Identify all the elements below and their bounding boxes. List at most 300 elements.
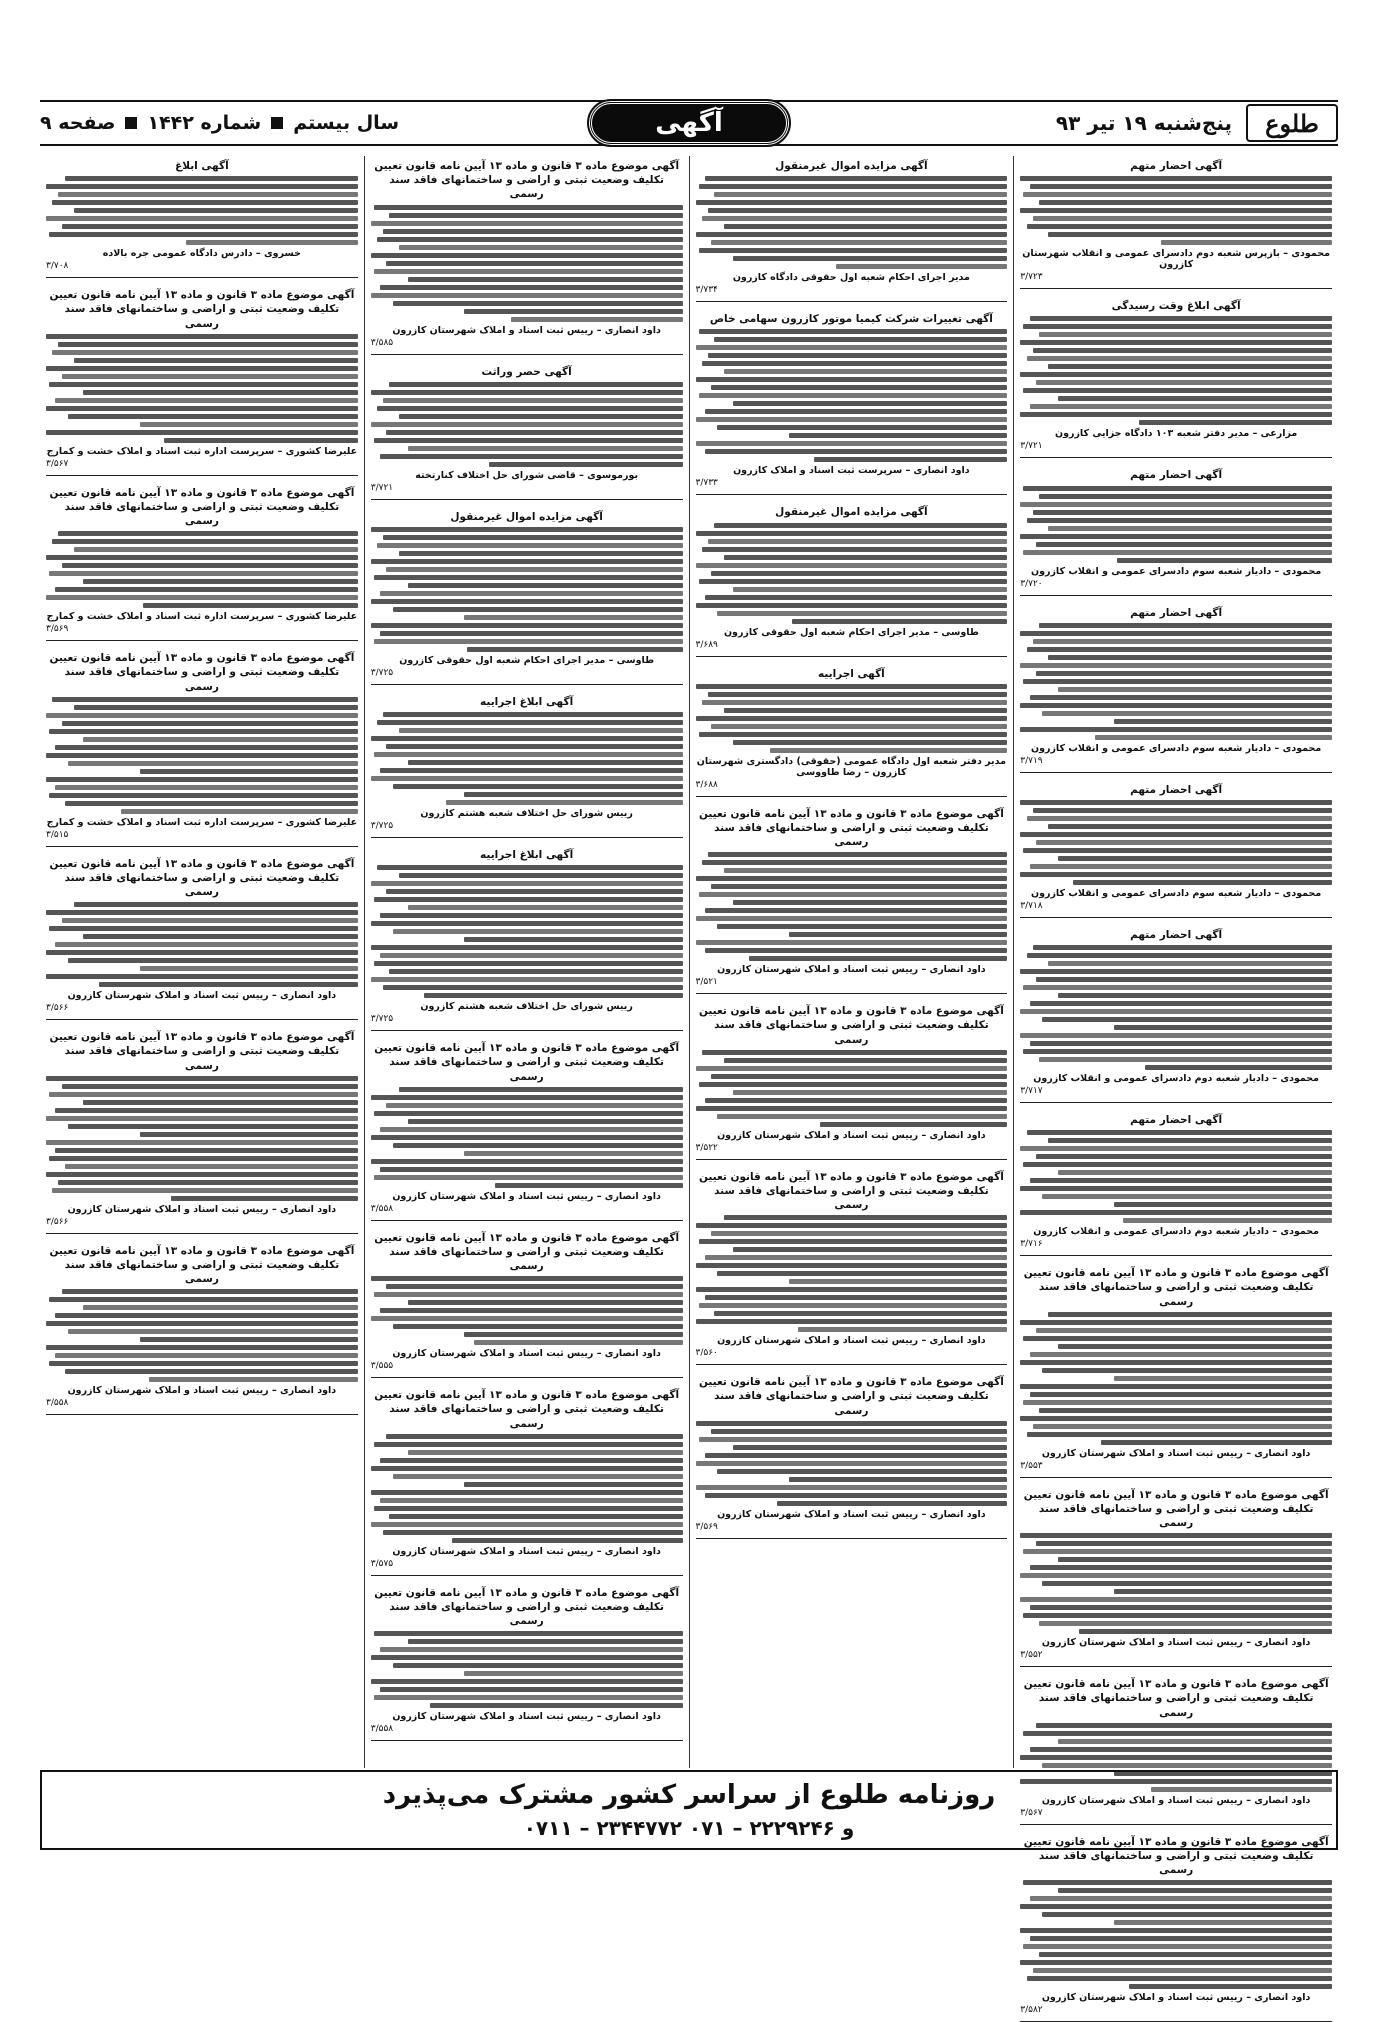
ad-reference-number: ۳/۵۶۹ xyxy=(695,1521,718,1532)
header-left xyxy=(40,112,399,134)
text-line xyxy=(820,1122,1007,1127)
text-line xyxy=(1048,655,1332,660)
ad-column xyxy=(689,156,1014,1768)
text-line xyxy=(1020,703,1332,708)
text-line xyxy=(149,1377,358,1382)
text-line xyxy=(467,647,682,652)
text-line xyxy=(733,900,1007,905)
text-line xyxy=(717,1271,1007,1276)
classified-ad xyxy=(1020,1263,1332,1478)
text-line xyxy=(1030,1936,1332,1941)
text-line xyxy=(1023,1162,1332,1167)
text-line xyxy=(1020,1146,1332,1151)
ad-signature: داود انصاری – رییس ثبت اسناد و املاک شهرستان کازرون xyxy=(392,1545,661,1557)
ad-title: آگهی احضار متهم xyxy=(1130,469,1223,482)
text-line xyxy=(55,942,357,947)
text-line xyxy=(717,1114,1007,1119)
text-line xyxy=(374,438,683,443)
ad-body-text xyxy=(696,852,1008,961)
text-line xyxy=(770,748,1007,753)
text-line xyxy=(49,729,358,734)
ad-title: آگهی موضوع ماده ۳ قانون و ماده ۱۳ آیین نامه قانون تعیین تکلیف وضعیت ثبتی و اراضی و ساختمانهای فاقد سند رسمی xyxy=(49,1244,355,1286)
ad-reference-number: ۳/۷۲۰ xyxy=(1020,578,1043,589)
text-line xyxy=(696,716,1008,721)
text-line xyxy=(374,1506,683,1511)
text-line xyxy=(68,414,358,419)
text-line xyxy=(380,1458,682,1463)
text-line xyxy=(1058,993,1332,998)
text-line xyxy=(702,547,1008,552)
text-line xyxy=(371,1135,683,1140)
text-line xyxy=(65,801,358,806)
text-line xyxy=(383,985,682,990)
text-line xyxy=(371,736,683,741)
text-line xyxy=(1030,184,1332,189)
banner-phones: ۰۷۱۱ – ۲۳۴۴۷۷۲ و ۲۲۲۹۲۴۶ – ۰۷۱ xyxy=(523,1816,855,1840)
text-line xyxy=(380,1167,682,1172)
ad-signature: علیرضا کشوری – سرپرست اداره ثبت اسناد و املاک خشت و کمارج xyxy=(46,611,358,623)
text-line xyxy=(65,176,358,181)
classified-ad xyxy=(696,664,1008,797)
text-line xyxy=(49,926,358,931)
ad-body-text xyxy=(46,1289,358,1382)
text-line xyxy=(836,264,1007,269)
text-line xyxy=(408,446,682,451)
text-line xyxy=(464,1332,682,1337)
text-line xyxy=(714,1311,1007,1316)
ad-signature: داود انصاری – رییس ثبت اسناد و املاک شهرستان کازرون xyxy=(1041,1992,1311,2004)
classified-ad xyxy=(371,362,683,500)
text-line xyxy=(371,527,683,532)
text-line xyxy=(1123,1218,1332,1223)
text-line xyxy=(371,1655,683,1660)
text-line xyxy=(383,229,682,234)
ad-reference-number: ۳/۵۲۱ xyxy=(695,977,718,988)
text-line xyxy=(1117,558,1332,563)
ad-signature: رییس شورای حل اختلاف شعبه هشتم کازرون xyxy=(420,808,633,820)
text-line xyxy=(393,1143,683,1148)
text-line xyxy=(164,438,357,443)
text-line xyxy=(1114,719,1332,724)
text-line xyxy=(1030,404,1332,409)
ad-reference-number: ۳/۷۲۵ xyxy=(370,1014,394,1025)
ad-signature: محمودی – دادیار شعبه سوم دادسرای عمومی و انقلاب کازرون xyxy=(1030,887,1322,899)
classified-ad xyxy=(46,285,358,476)
ad-signature: داود انصاری – رییس ثبت اسناد و املاک شهرستان کازرون xyxy=(717,1335,986,1347)
text-line xyxy=(1027,356,1333,361)
text-line xyxy=(46,713,358,718)
text-line xyxy=(58,342,357,347)
text-line xyxy=(1129,1984,1332,1989)
text-line xyxy=(724,1215,1008,1220)
text-line xyxy=(696,1223,1008,1228)
text-line xyxy=(374,1442,683,1447)
text-line xyxy=(46,974,358,979)
text-line xyxy=(1030,1747,1332,1752)
text-line xyxy=(1033,348,1332,353)
ad-title: آگهی موضوع ماده ۳ قانون و ماده ۱۳ آیین نامه قانون تعیین تکلیف وضعیت ثبتی و اراضی و ساختمانهای فاقد سند رسمی xyxy=(49,1031,355,1072)
ad-title: آگهی ابلاغ اجراییه xyxy=(480,695,574,708)
text-line xyxy=(99,982,358,987)
ad-reference-number: ۳/۷۳۴ xyxy=(695,285,718,296)
text-line xyxy=(705,595,1007,600)
classified-ad xyxy=(46,854,358,1021)
text-line xyxy=(733,256,1007,261)
text-line xyxy=(1030,1178,1332,1183)
text-line xyxy=(1042,1581,1332,1586)
ad-signature: مدیر دفتر شعبه اول دادگاه عمومی (حقوقی) دادگستری شهرستان کازرون – رضا طاووسی xyxy=(696,755,1006,778)
text-line xyxy=(399,245,683,250)
text-line xyxy=(711,1231,1007,1236)
text-line xyxy=(1042,1194,1332,1199)
text-line xyxy=(699,184,1008,189)
ad-title: آگهی ابلاغ xyxy=(175,160,229,172)
text-line xyxy=(62,374,358,379)
ad-reference-number: ۳/۵۶۶ xyxy=(46,1003,69,1014)
text-line xyxy=(49,793,358,798)
ad-reference-number: ۳/۵۵۸ xyxy=(46,1398,69,1409)
text-line xyxy=(705,1295,1007,1300)
text-line xyxy=(1036,977,1332,982)
text-line xyxy=(377,720,683,725)
text-line xyxy=(1030,1001,1332,1006)
text-line xyxy=(696,563,1008,568)
text-line xyxy=(371,293,683,298)
text-line xyxy=(374,1292,683,1297)
ad-title: آگهی موضوع ماده ۳ قانون و ماده ۱۳ آیین نامه قانون تعیین تکلیف وضعیت ثبتی و اراضی و ساختمانهای فاقد سند رسمی xyxy=(374,1231,680,1273)
text-line xyxy=(83,390,357,395)
text-line xyxy=(1027,647,1333,652)
text-line xyxy=(1023,1336,1332,1341)
text-line xyxy=(702,700,1008,705)
text-line xyxy=(1020,1573,1332,1578)
text-line xyxy=(46,595,358,600)
classified-ad xyxy=(371,1228,683,1379)
ad-reference-number: ۳/۵۵۸ xyxy=(370,1724,394,1735)
text-line xyxy=(1039,1057,1332,1062)
text-line xyxy=(399,414,683,419)
text-line xyxy=(696,876,1008,881)
classified-ad xyxy=(46,156,358,278)
text-line xyxy=(711,240,1007,245)
ad-signature: داود انصاری – رییس ثبت اسناد و املاک شهرستان کازرون xyxy=(1041,1794,1311,1806)
text-line xyxy=(789,433,1007,438)
text-line xyxy=(1058,1170,1332,1175)
text-line xyxy=(1023,1549,1332,1554)
text-line xyxy=(1023,1880,1332,1885)
text-line xyxy=(374,897,683,902)
text-line xyxy=(696,1461,1008,1466)
ad-signature: داود انصاری – سرپرست ثبت اسناد و املاک کازرون xyxy=(733,465,970,477)
ad-reference-number: ۳/۵۲۲ xyxy=(695,1142,718,1153)
text-line xyxy=(46,1076,358,1081)
text-line xyxy=(52,539,358,544)
text-line xyxy=(1039,1952,1332,1957)
ad-reference-number: ۳/۷۲۳ xyxy=(1020,272,1043,283)
text-line xyxy=(696,441,1008,446)
ad-reference-number: ۳/۵۶۶ xyxy=(46,1216,69,1227)
text-line xyxy=(1020,631,1332,636)
text-line xyxy=(46,777,358,782)
text-line xyxy=(371,1316,683,1321)
text-line xyxy=(1020,1384,1332,1389)
classified-ad xyxy=(371,507,683,685)
text-line xyxy=(1023,848,1332,853)
text-line xyxy=(49,1156,358,1161)
text-line xyxy=(49,571,358,576)
classified-ad xyxy=(1020,1110,1332,1256)
text-line xyxy=(386,261,682,266)
ad-title: آگهی ابلاغ اجراییه xyxy=(480,849,574,862)
text-line xyxy=(1058,1888,1332,1893)
text-line xyxy=(1033,216,1332,221)
text-line xyxy=(74,902,358,907)
text-line xyxy=(1073,880,1332,885)
text-line xyxy=(464,1671,682,1676)
ad-signature: داود انصاری – رییس ثبت اسناد و املاک شهرستان کازرون xyxy=(1041,1637,1311,1649)
text-line xyxy=(62,1084,358,1089)
text-line xyxy=(733,1445,1007,1450)
text-line xyxy=(46,1345,358,1350)
text-line xyxy=(711,1429,1007,1434)
text-line xyxy=(1023,324,1332,329)
text-line xyxy=(408,277,682,282)
ad-title: آگهی موضوع ماده ۳ قانون و ماده ۱۳ آیین نامه قانون تعیین تکلیف وضعیت ثبتی و اراضی و ساختمانهای فاقد سند رسمی xyxy=(374,160,680,201)
text-line xyxy=(1027,224,1333,229)
text-line xyxy=(383,712,682,717)
text-line xyxy=(714,523,1007,528)
ad-signature: داود انصاری – رییس ثبت اسناد و املاک شهرستان کازرون xyxy=(67,990,337,1002)
ad-body-text xyxy=(371,382,683,467)
text-line xyxy=(1030,316,1332,321)
text-line xyxy=(399,551,683,556)
text-line xyxy=(371,1276,683,1281)
text-line xyxy=(46,910,358,915)
text-line xyxy=(1020,412,1332,417)
text-line xyxy=(371,977,683,982)
classified-ad xyxy=(46,483,358,642)
page-header xyxy=(40,100,1338,146)
text-line xyxy=(1036,1328,1332,1333)
text-line xyxy=(724,1058,1008,1063)
text-line xyxy=(393,929,683,934)
text-line xyxy=(708,539,1007,544)
text-line xyxy=(1036,1154,1332,1159)
text-line xyxy=(83,737,357,742)
ad-body-text xyxy=(696,329,1008,462)
text-line xyxy=(705,1255,1007,1260)
text-line xyxy=(62,918,358,923)
ad-body-text xyxy=(46,176,358,245)
text-line xyxy=(383,1530,682,1535)
text-line xyxy=(1020,1928,1332,1933)
text-line xyxy=(380,1308,682,1313)
text-line xyxy=(1030,1565,1332,1570)
text-line xyxy=(702,361,1008,366)
ad-signature: محمودی – دادیار شعبه دوم دادسرای عمومی و انقلاب کازرون xyxy=(1033,1073,1319,1085)
text-line xyxy=(1020,1533,1332,1538)
ad-reference-number: ۳/۷۲۱ xyxy=(370,482,394,493)
ad-reference-number: ۳/۵۶۰ xyxy=(695,1348,718,1359)
classified-ad xyxy=(696,804,1008,995)
text-line xyxy=(1101,1440,1332,1445)
text-line xyxy=(1027,1130,1333,1135)
classified-ad xyxy=(1020,465,1332,595)
ad-reference-number: ۳/۵۸۲ xyxy=(1020,2005,1043,2016)
text-line xyxy=(1027,816,1333,821)
text-line xyxy=(696,531,1008,536)
ad-title: آگهی موضوع ماده ۳ قانون و ماده ۱۳ آیین نامه قانون تعیین تکلیف وضعیت ثبتی و اراضی و ساختمانهای فاقد سند رسمی xyxy=(49,652,355,693)
text-line xyxy=(1020,1755,1332,1760)
ad-body-text xyxy=(1020,800,1332,885)
text-line xyxy=(1039,494,1332,499)
text-line xyxy=(1020,1320,1332,1325)
ad-body-text xyxy=(371,1087,683,1188)
text-line xyxy=(1095,735,1332,740)
ad-title: آگهی موضوع ماده ۳ قانون و ماده ۱۳ آیین نامه قانون تعیین تکلیف وضعیت ثبتی و اراضی و ساختمانهای فاقد سند رسمی xyxy=(374,1586,680,1628)
text-line xyxy=(1030,1392,1332,1397)
text-line xyxy=(708,852,1007,857)
text-line xyxy=(386,430,682,435)
ad-reference-number: ۳/۷۲۱ xyxy=(1020,441,1043,452)
text-line xyxy=(789,1279,1007,1284)
ad-signature: داود انصاری – رییس ثبت اسناد و املاک شهرستان کازرون xyxy=(392,1190,661,1202)
ad-title: آگهی موضوع ماده ۳ قانون و ماده ۱۳ آیین نامه قانون تعیین تکلیف وضعیت ثبتی و اراضی و ساختمانهای فاقد سند رسمی xyxy=(49,486,355,528)
text-line xyxy=(1020,1904,1332,1909)
text-line xyxy=(696,684,1008,689)
text-line xyxy=(374,1111,683,1116)
text-line xyxy=(705,1453,1007,1458)
text-line xyxy=(1036,380,1332,385)
text-line xyxy=(74,705,358,710)
text-line xyxy=(1030,864,1332,869)
ad-reference-number: ۳/۷۱۷ xyxy=(1020,1086,1043,1097)
ad-signature: داود انصاری – رییس ثبت اسناد و املاک شهرستان کازرون xyxy=(1041,1447,1311,1459)
text-line xyxy=(1033,1424,1332,1429)
text-line xyxy=(792,619,1007,624)
classified-ad xyxy=(696,156,1008,302)
text-line xyxy=(1033,1968,1332,1973)
text-line xyxy=(380,1127,682,1132)
text-line xyxy=(464,309,682,314)
text-line xyxy=(452,1538,683,1543)
text-line xyxy=(699,732,1008,737)
text-line xyxy=(380,768,682,773)
text-line xyxy=(711,724,1007,729)
text-line xyxy=(711,1074,1007,1079)
text-line xyxy=(49,1092,358,1097)
text-line xyxy=(699,1082,1008,1087)
ad-title: آگهی موضوع ماده ۳ قانون و ماده ۱۳ آیین نامه قانون تعیین تکلیف وضعیت ثبتی و اراضی و ساختمانهای فاقد سند رسمی xyxy=(698,807,1004,849)
text-line xyxy=(46,1140,358,1145)
text-line xyxy=(68,958,358,963)
text-line xyxy=(171,1196,358,1201)
subscription-banner xyxy=(40,1770,1338,1850)
classified-ad xyxy=(1020,925,1332,1103)
text-line xyxy=(464,615,682,620)
text-line xyxy=(46,184,358,189)
text-line xyxy=(393,784,683,789)
text-line xyxy=(1020,1210,1332,1215)
text-line xyxy=(386,567,682,572)
text-line xyxy=(55,745,357,750)
text-line xyxy=(49,382,358,387)
ad-signature: بورموسوی – قاضی شورای حل اختلاف کنارتخته xyxy=(415,469,639,481)
text-line xyxy=(1020,1186,1332,1191)
text-line xyxy=(702,1050,1008,1055)
text-line xyxy=(386,1434,682,1439)
ad-reference-number: ۳/۵۵۲ xyxy=(1020,1650,1043,1661)
text-line xyxy=(724,555,1008,560)
text-line xyxy=(1039,623,1332,628)
text-line xyxy=(68,1124,358,1129)
ad-body-text xyxy=(46,531,358,608)
text-line xyxy=(1023,985,1332,990)
text-line xyxy=(121,809,358,814)
ad-signature: طاوسی – مدیر اجرای احکام شعبه اول حقوقی کازرون xyxy=(723,626,979,638)
text-line xyxy=(68,761,358,766)
text-line xyxy=(143,603,358,608)
text-line xyxy=(724,868,1008,873)
text-line xyxy=(371,1490,683,1495)
text-line xyxy=(717,1469,1007,1474)
ad-body-text xyxy=(371,1434,683,1543)
ad-signature: داود انصاری – رییس ثبت اسناد و املاک شهرستان کازرون xyxy=(67,1385,337,1397)
ad-body-text xyxy=(46,902,358,987)
classified-ad xyxy=(1020,780,1332,918)
text-line xyxy=(696,1066,1008,1071)
text-line xyxy=(1020,663,1332,668)
text-line xyxy=(399,873,683,878)
text-line xyxy=(705,908,1007,913)
ad-body-text xyxy=(696,176,1008,269)
ad-body-text xyxy=(696,523,1008,624)
text-line xyxy=(374,639,683,644)
text-line xyxy=(383,398,682,403)
text-line xyxy=(374,205,683,210)
text-line xyxy=(789,1477,1007,1482)
text-line xyxy=(1020,1360,1332,1365)
text-line xyxy=(386,1284,682,1289)
text-line xyxy=(408,760,682,765)
text-line xyxy=(1020,727,1332,732)
text-line xyxy=(1039,1621,1332,1626)
text-line xyxy=(380,953,682,958)
text-line xyxy=(424,993,683,998)
text-line xyxy=(1033,945,1332,950)
text-line xyxy=(696,200,1008,205)
text-line xyxy=(1020,1033,1332,1038)
text-line xyxy=(374,752,683,757)
text-line xyxy=(1023,192,1332,197)
text-line xyxy=(1033,510,1332,515)
text-line xyxy=(717,924,1007,929)
text-line xyxy=(83,934,357,939)
text-line xyxy=(1020,1597,1332,1602)
text-line xyxy=(1030,1896,1332,1901)
text-line xyxy=(696,1421,1008,1426)
text-line xyxy=(699,579,1008,584)
text-line xyxy=(140,769,358,774)
text-line xyxy=(46,1172,358,1177)
text-line xyxy=(408,1450,682,1455)
text-line xyxy=(393,301,683,306)
ad-reference-number: ۳/۷۳۳ xyxy=(695,478,718,489)
text-line xyxy=(1020,1960,1332,1965)
ad-signature: محمودی – بازپرس شعبه دوم دادسرای عمومی و انقلاب شهرستان کازرون xyxy=(1022,248,1330,271)
ad-body-text xyxy=(696,1050,1008,1127)
text-line xyxy=(374,575,683,580)
